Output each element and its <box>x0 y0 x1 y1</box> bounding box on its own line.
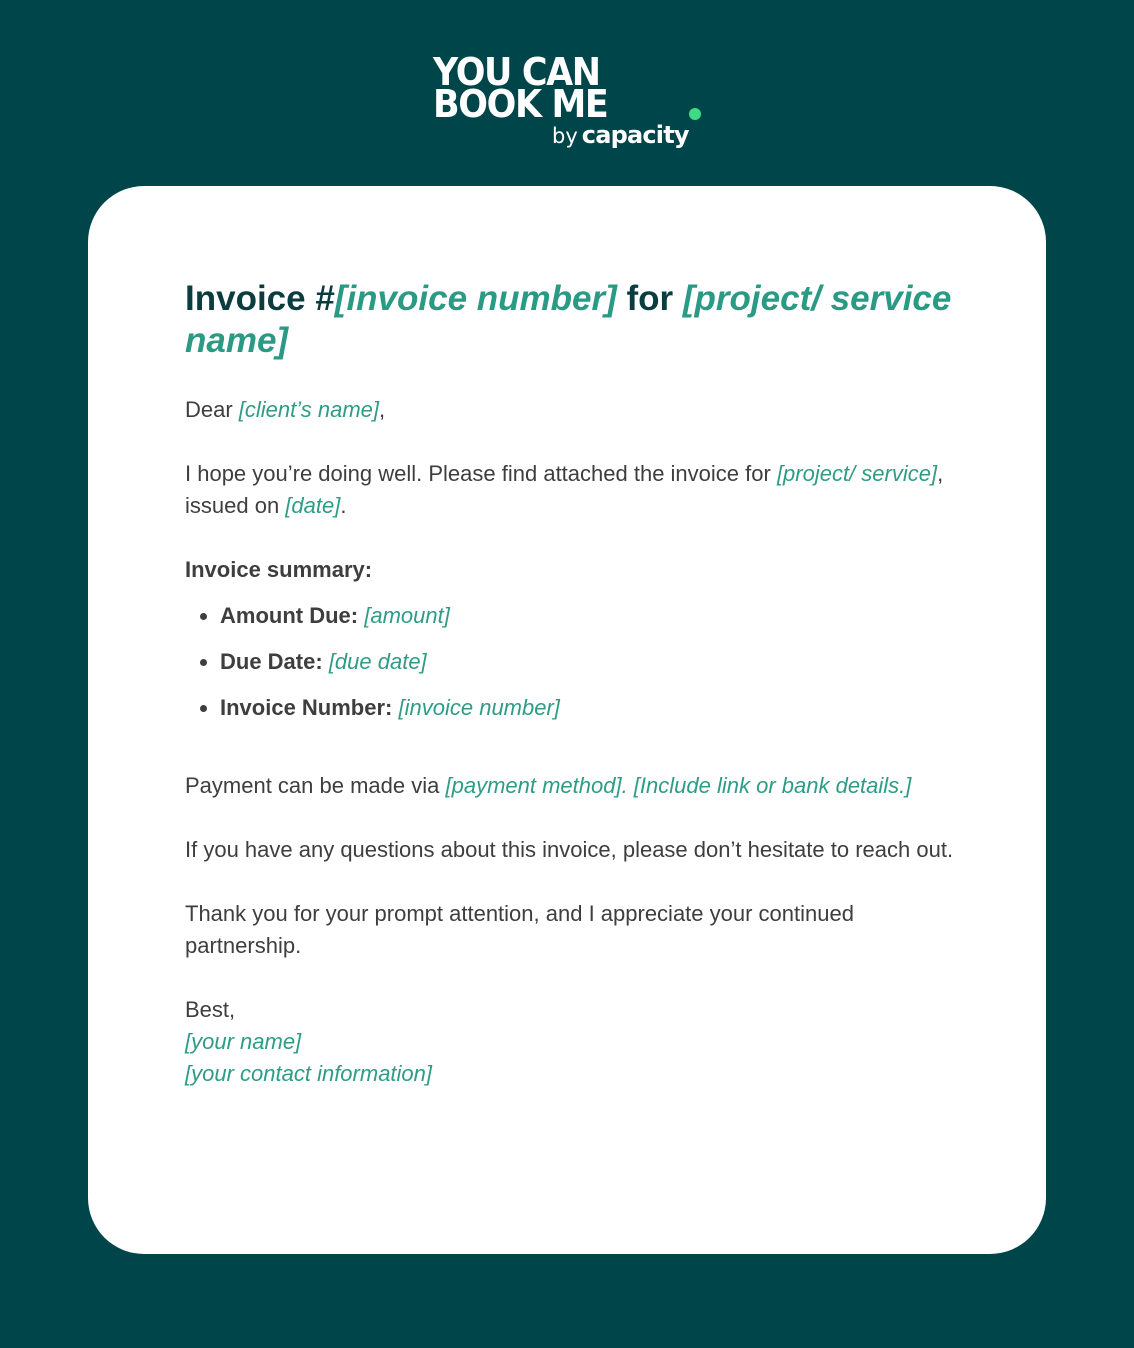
payment-paragraph <box>185 770 955 802</box>
thanks-paragraph: Thank you for your prompt attention, and I appreciate your continued partnership. <box>185 901 854 958</box>
title-project-placeholder: [project/ service name] <box>185 279 952 360</box>
questions-paragraph: If you have any questions about this invoice, please don’t hesitate to reach out. <box>185 837 954 862</box>
summary-item-label: Amount Due: <box>220 603 359 628</box>
intro-paragraph <box>185 458 955 522</box>
email-card <box>88 186 1046 1254</box>
summary-item-label: Invoice Number: <box>220 695 393 720</box>
list-item <box>220 600 955 632</box>
summary-item-value: [due date] <box>328 649 427 674</box>
title-prefix: Invoice # <box>185 279 335 318</box>
intro-end: . <box>340 493 347 518</box>
greeting-suffix: , <box>379 397 386 422</box>
logo-by-text: by <box>552 124 578 148</box>
payment-method-placeholder: [payment method]. [Include link or bank details.] <box>445 773 912 798</box>
intro-date-placeholder: [date] <box>285 493 341 518</box>
signature-block <box>185 994 955 1090</box>
your-name-placeholder: [your name] <box>185 1029 302 1054</box>
invoice-title <box>185 278 955 362</box>
brand-logo <box>433 52 713 152</box>
list-item <box>220 692 955 724</box>
your-contact-placeholder: [your contact information] <box>185 1061 433 1086</box>
email-body <box>185 278 955 1090</box>
title-invoice-number-placeholder: [invoice number] <box>334 279 617 318</box>
intro-project-placeholder: [project/ service] <box>776 461 938 486</box>
payment-prefix: Payment can be made via <box>185 773 446 798</box>
logo-company-name: capacity <box>581 121 689 149</box>
logo-line-1: YOU CAN <box>433 50 600 94</box>
summary-list <box>185 600 955 724</box>
list-item <box>220 646 955 678</box>
summary-heading: Invoice summary: <box>185 557 373 582</box>
intro-issued-text: , issued on <box>185 461 944 518</box>
intro-text: I hope you’re doing well. Please find attached the invoice for <box>185 461 777 486</box>
summary-item-value: [invoice number] <box>398 695 560 720</box>
greeting-prefix: Dear <box>185 397 239 422</box>
logo-subline <box>552 120 689 151</box>
summary-item-label: Due Date: <box>220 649 323 674</box>
logo-dot-icon <box>689 108 701 120</box>
title-for: for <box>616 279 683 318</box>
greeting <box>185 394 955 426</box>
client-name-placeholder: [client’s name] <box>238 397 380 422</box>
signoff: Best, <box>185 997 236 1022</box>
logo-line-2: BOOK ME <box>433 82 608 126</box>
summary-item-value: [amount] <box>364 603 450 628</box>
